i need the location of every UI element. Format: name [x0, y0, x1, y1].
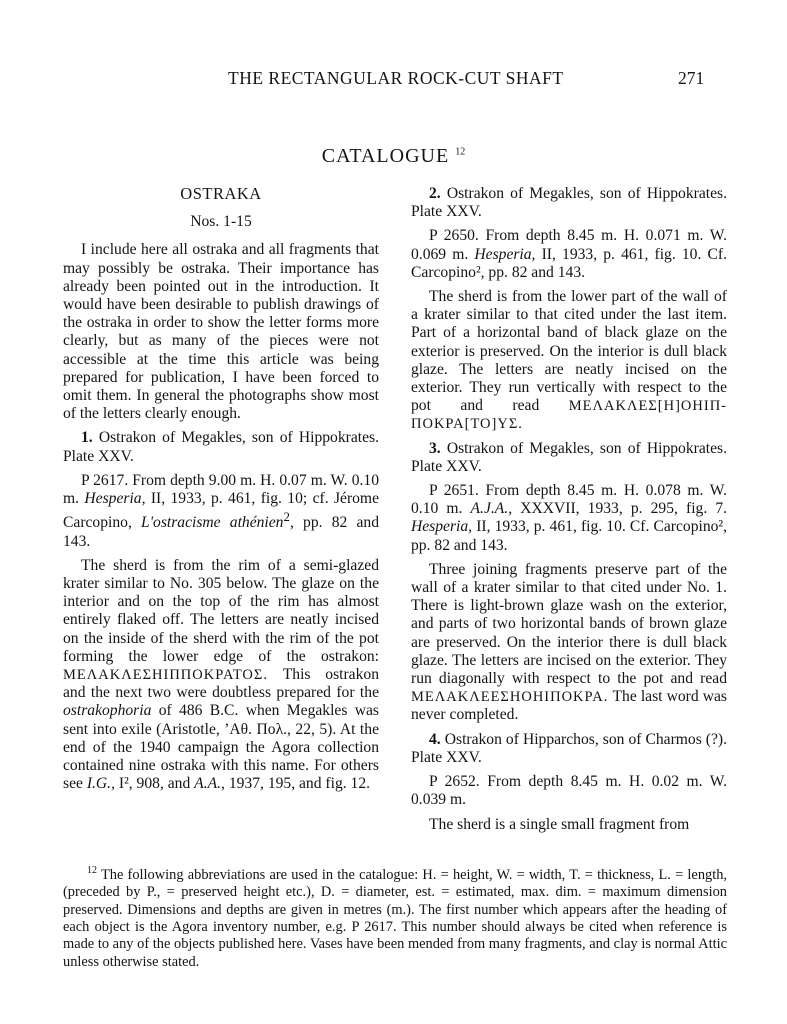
entry-2-reference: [411, 227, 727, 282]
entry-1-ref-pages: , pp. 82 and 143.: [63, 514, 379, 550]
entry-3-ref-text-b: XXXVII, 1933, p. 295, fig. 7.: [520, 500, 728, 518]
footnote: [63, 862, 727, 971]
entry-3-ref-text-c: II, 1933, p. 461, fig. 10. Cf. Carcopino², pp. 82 and 143.: [411, 518, 727, 554]
entry-4-body: The sherd is a single small fragment from: [429, 815, 690, 833]
entry-3-ref-text: P 2651. From depth 8.45 m. H. 0.078 m. W. 0.10 m.: [411, 482, 727, 518]
entry-2-inscription: ΜΕΛΑΚΛΕΣ[Η]ΟΗΙΠ-ΠΟΚΡΑ[ΤΟ]ΥΣ.: [411, 398, 727, 433]
entry-2-title: Ostrakon of Megakles, son of Hippokrates. Plate XXV.: [411, 185, 727, 221]
entry-4-heading: [411, 731, 727, 767]
footnote-text: The following abbreviations are used in the catalogue: H. = height, W. = width, T. = thickness, L. = length, (preceded by P., = preserved height etc.), D. = diameter, est. = estimated, max. dim. = maximum dimension preserved. Dimensions and depths are given in metres (m.). The first number which appears after the heading of each object is the Agora inventory number, e.g. P 2617. This number should always be cited when reference is made to any of the objects published here. Vases have been mended from many fragments, and clay is normal Attic unless otherwise stated.: [63, 866, 727, 970]
entry-2-body: [411, 288, 727, 434]
running-title: THE RECTANGULAR ROCK-CUT SHAFT: [228, 68, 564, 88]
entry-1-body-c: of 486 B.C. when Megakles was sent into exile (Aristotle, ’Αθ. Πολ., 22, 5). At the end of the 1940 campaign the Agora collection contained nine ostraka with this name. For others see: [63, 702, 380, 793]
entry-4-reference: P 2652. From depth 8.45 m. H. 0.02 m. W. 0.039 m.: [411, 773, 727, 809]
entry-2-ref-text: P 2650. From depth 8.45 m. H. 0.071 m. W. 0.069 m.: [411, 227, 727, 263]
entry-2-ref-text-b: II, 1933, p. 461, fig. 10. Cf. Carcopino², pp. 82 and 143.: [411, 245, 727, 281]
entry-1-body: [63, 557, 379, 794]
entry-3-reference: [411, 482, 727, 555]
entry-1-body-b: This ostrakon and the next two were doubtless prepared for the: [63, 666, 379, 702]
entry-1-body-d: I², 908, and: [118, 775, 191, 793]
entry-2-ref-journal: Hesperia,: [474, 245, 536, 263]
entry-3-number: 3.: [429, 439, 441, 457]
entry-2-heading: [411, 185, 727, 221]
intro-paragraph: I include here all ostraka and all fragments that may possibly be ostraka. Their importance has already been pointed out in the introduction. It would have been desirable to publish drawings of the ostraka in order to show the letter forms more clearly, but as many of the pieces were not accessible at the time this article was being prepared for publication, I have been forced to omit them. In general the photographs show most of the letters clearly enough.: [63, 241, 379, 423]
entry-1-title: Ostrakon of Megakles, son of Hippokrates. Plate XXV.: [63, 429, 379, 465]
running-head: [0, 68, 787, 92]
entry-2-body-text: The sherd is from the lower part of the wall of a krater similar to that cited under the last item. Part of a horizontal band of black glaze on the exterior is preserved. On the interior is dull black glaze. The letters are neatly incised on the exterior. They run vertically with respect to the pot and read: [411, 288, 727, 415]
entry-3-ref-aja: A.J.A.,: [470, 500, 513, 518]
entry-3-title: Ostrakon of Megakles, son of Hippokrates. Plate XXV.: [411, 439, 727, 475]
entry-3-inscription: ΜΕΛΑΚΛΕΕΣΗΟΗΙΠΟΚΡΑ.: [411, 689, 609, 706]
entry-1-ref-book: L'ostracisme athénien: [141, 514, 284, 532]
entry-3-body: [411, 561, 727, 725]
entry-1-heading: [63, 429, 379, 465]
section-title-text: CATALOGUE: [321, 145, 450, 167]
entry-3-ref-journal: Hesperia,: [411, 518, 473, 536]
footnote-reference: 12: [455, 146, 466, 158]
ostraka-range: Nos. 1-15: [190, 213, 252, 231]
entry-1-ref-edition: 2: [283, 509, 290, 525]
right-column: [411, 185, 727, 840]
entry-2-number: 2.: [429, 185, 441, 202]
section-title: [0, 145, 787, 168]
ostraka-heading: OSTRAKA: [180, 184, 262, 203]
entry-1-body-e: 1937, 195, and fig. 12.: [228, 775, 371, 793]
entry-1-inscription: ΜΕΛΑΚΛΕΣΗΙΠΠΟΚΡΑΤΟΣ.: [63, 667, 268, 684]
entry-3-body-b: The last word was never completed.: [411, 688, 727, 724]
footnote-number: 12: [87, 865, 97, 876]
left-column: [63, 185, 379, 799]
entry-4-number: 4.: [429, 730, 441, 748]
entry-1-ref-text-b: II, 1933, p. 461, fig. 10; cf. Jérome Carcopino,: [63, 490, 379, 532]
entry-1-ig: I.G.,: [86, 775, 115, 793]
entry-1-reference: [63, 472, 379, 551]
entry-1-body-a: The sherd is from the rim of a semi-glazed krater similar to No. 305 below. The glaze on the interior and on the top of the rim has almost entirely flaked off. The letters are neatly incised on the inside of the sherd with the rim of the pot forming the lower edge of the ostrakon:: [63, 556, 379, 665]
entry-1-aa: A.A.,: [194, 775, 225, 793]
entry-3-body-text: Three joining fragments preserve part of the wall of a krater similar to that cited under No. 1. There is light-brown glaze wash on the exterior, and parts of two horizontal bands of brown glaze are preserved. On the interior there is dull black glaze. The letters are incised on the exterior. They run diagonally with respect to the pot and read: [411, 560, 727, 688]
entry-1-number: 1.: [81, 429, 93, 447]
page-number: 271: [678, 68, 705, 88]
entry-1-ref-text: P 2617. From depth 9.00 m. H. 0.07 m. W. 0.10 m.: [63, 471, 379, 508]
entry-3-heading: [411, 440, 727, 476]
entry-4-title: Ostrakon of Hipparchos, son of Charmos (?). Plate XXV.: [411, 730, 727, 766]
entry-1-ref-journal: Hesperia,: [84, 490, 146, 508]
entry-1-term: ostrakophoria: [63, 702, 152, 720]
